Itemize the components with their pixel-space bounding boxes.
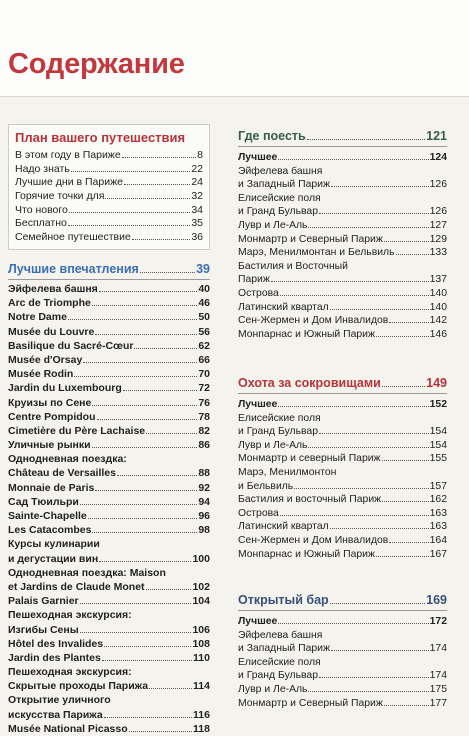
shopping-item[interactable] [238,466,447,480]
highlight-item[interactable] [8,679,210,693]
highlight-item-page: 102 [192,580,210,593]
eat-item-label: Латинский квартал [238,301,329,313]
shopping-item-page: 154 [429,439,447,451]
eat-item[interactable] [238,178,447,192]
bar-item[interactable] [238,656,447,670]
eat-item-page: 127 [429,219,447,231]
eat-item[interactable] [238,205,447,219]
highlight-item-page: 40 [198,283,210,295]
highlight-item-label: Hôtel des Invalides [8,637,104,650]
highlight-item-page: 100 [192,552,210,565]
leader-dots [71,171,191,172]
highlight-item-page: 106 [192,623,210,636]
highlight-item-label: et Jardins de Claude Monet [8,580,145,593]
leader-dots [80,603,192,604]
shopping-item[interactable] [238,398,447,412]
leader-dots [382,501,429,502]
shopping-item-page: 154 [429,426,447,438]
plan-item-label: Семейное путешествие [15,231,131,244]
highlight-item-page: 86 [198,439,210,452]
highlight-item-label: Château de Versailles [8,467,116,480]
eat-item-label: Острова [238,287,279,299]
leader-dots [307,139,425,140]
highlight-item-label: Круизы по Сене [8,396,92,409]
plan-item[interactable] [15,204,203,218]
plan-title: План вашего путешествия [15,130,186,145]
leader-dots [330,309,429,310]
shopping-item-page: 163 [429,521,447,533]
shopping-item[interactable] [238,520,447,534]
plan-item[interactable] [15,176,203,190]
shopping-item[interactable] [238,452,447,466]
eat-item-label: Сен-Жермен и Дом Инвалидов [238,315,389,327]
shopping-item-page: 157 [429,480,447,492]
leader-dots [97,419,198,420]
highlight-item-page: 96 [198,510,210,522]
leader-dots [389,542,428,543]
highlight-item[interactable] [8,353,210,367]
eat-item[interactable] [238,246,447,260]
eat-item-page: 140 [429,301,447,313]
eat-item[interactable] [238,151,447,165]
highlight-item-page: 98 [198,524,210,537]
highlight-item-label: Однодневная поездка: Maison [8,566,166,579]
shopping-list [238,398,447,561]
highlight-item[interactable] [8,566,210,580]
highlight-item-label: Jardin du Luxembourg [8,382,122,395]
bar-page: 169 [426,593,447,607]
leader-dots [319,213,429,214]
shopping-item-label: Лувр и Ле-Аль [238,439,308,451]
plan-box [8,124,210,250]
leader-dots [83,362,197,363]
leader-dots [331,650,429,651]
highlight-item[interactable] [8,708,210,722]
eat-item[interactable] [238,233,447,247]
leader-dots [389,322,428,323]
highlight-item-label: Cimetière du Père Lachaise [8,424,146,437]
page-title: Содержание [8,48,185,80]
shopping-item-page: 164 [429,534,447,546]
highlight-item[interactable] [8,552,210,566]
eat-item-page: 126 [429,206,447,218]
shopping-title: Охота за сокровищами [238,376,381,390]
leader-dots [140,272,195,273]
eat-item[interactable] [238,219,447,233]
shopping-item[interactable] [238,412,447,426]
highlight-item-label: Musée Rodin [8,368,74,381]
leader-dots [376,556,429,557]
leader-dots [278,623,428,624]
eat-item[interactable] [238,301,447,315]
leader-dots [99,561,191,562]
shopping-item-page: 167 [429,548,447,560]
shopping-page: 149 [426,376,447,390]
highlight-item[interactable] [8,310,210,324]
highlight-item-page: 110 [193,651,210,664]
highlight-item[interactable] [8,693,210,707]
highlight-item-label: Sainte-Chapelle [8,510,87,522]
highlight-item-page: 46 [198,297,210,310]
leader-dots [384,705,429,706]
shopping-item-label: и Бельвиль [238,480,294,492]
shopping-section [238,375,447,561]
eat-item-page: 124 [429,152,447,163]
highlight-item-page: 88 [198,467,210,480]
eat-item-label: Бастилия и Восточный [238,260,348,272]
eat-item-page: 142 [429,315,447,327]
eat-item[interactable] [238,260,447,274]
highlight-item-label: Notre Dame [8,311,67,324]
leader-dots [68,319,197,320]
eat-item[interactable] [238,328,447,342]
highlight-item[interactable] [8,594,210,608]
highlights-title: Лучшие впечатления [8,262,139,276]
plan-item-label: Горячие точки для [15,190,105,203]
eat-title: Где поесть [238,129,306,143]
leader-dots [68,225,190,226]
highlight-item-label: Уличные рынки [8,439,91,452]
highlight-item[interactable] [8,410,210,424]
highlight-item[interactable] [8,325,210,339]
leader-dots [146,433,197,434]
eat-item-label: Париж [238,274,270,286]
bar-item-page: 175 [429,683,447,695]
shopping-item[interactable] [238,507,447,521]
eat-item[interactable] [238,287,447,301]
leader-dots [278,159,428,160]
plan-item-label: Лучшие дни в Париже [15,176,123,189]
highlight-item[interactable] [8,651,210,665]
plan-item-label: Бесплатно [15,217,67,230]
shopping-item-label: Монпарнас и Южный Париж [238,548,375,560]
highlight-item[interactable] [8,438,210,452]
highlight-item-page: 92 [198,481,210,494]
highlight-item-label: Basilique du Sacré-Cœur [8,339,134,352]
bar-item-page: 174 [429,670,447,682]
highlight-item-label: и дегустации вин [8,552,99,565]
highlight-item-label: Jardin des Plantes [8,651,101,664]
leader-dots [92,305,197,306]
bar-list [238,615,447,710]
highlight-item-label: Arc de Triomphe [8,297,91,310]
eat-section [238,128,447,341]
highlights-page: 39 [196,262,210,276]
plan-item-page: 35 [191,217,203,230]
leader-dots [124,184,190,185]
highlight-item[interactable] [8,509,210,523]
highlight-item-label: Пешеходная экскурсия: [8,666,132,679]
leader-dots [92,447,198,448]
eat-item-label: Лучшее [238,152,278,163]
highlight-item-label: Palais Garnier [8,595,79,608]
highlight-item[interactable] [8,495,210,509]
leader-dots [105,198,190,199]
shopping-item[interactable] [238,493,447,507]
eat-item-page: 133 [429,247,447,259]
highlight-item[interactable] [8,381,210,395]
leader-dots [99,291,198,292]
highlight-item[interactable] [8,608,210,622]
left-column [8,124,210,736]
highlight-item-page: 76 [198,396,210,409]
highlight-item[interactable] [8,466,210,480]
plan-item-page: 8 [197,149,203,161]
bar-item-page: 177 [429,697,447,709]
leader-dots [80,632,192,633]
shopping-item-label: Лучшее [238,399,278,410]
shopping-item-page: 163 [429,507,447,519]
leader-dots [74,376,197,377]
highlights-heading[interactable] [8,261,210,280]
eat-item-label: Монпарнас и Южный Париж [238,328,375,340]
highlights-list [8,282,210,736]
highlight-item-label: Сад Тюильри [8,495,79,508]
plan-item-page: 22 [191,162,203,175]
shopping-item-label: Латинский квартал [238,521,329,533]
highlight-item-page: 62 [198,339,210,352]
leader-dots [122,157,196,158]
shopping-item-label: Елисейские поля [238,412,321,424]
bar-item-page: 174 [429,643,447,655]
leader-dots [134,348,197,349]
highlight-item-label: Эйфелева башня [8,283,98,295]
shopping-item-label: Марэ, Менилмонтон [238,466,337,478]
leader-dots [308,227,428,228]
highlight-item-page: 78 [198,410,210,423]
shopping-item-label: Острова [238,507,279,519]
leader-dots [271,281,429,282]
leader-dots [382,386,425,387]
highlight-item-page: 94 [198,495,210,508]
highlight-item-page: 108 [192,637,210,650]
shopping-item-label: и Гранд Бульвар [238,426,318,438]
leader-dots [104,646,191,647]
highlight-item-page: 50 [198,311,210,324]
shopping-item-page: 155 [429,453,447,465]
highlight-item[interactable] [8,580,210,594]
bar-item-page: 172 [429,616,447,627]
shopping-item[interactable] [238,439,447,453]
leader-dots [278,406,428,407]
bar-item-label: Лувр и Ле-Аль [238,683,308,695]
leader-dots [319,677,429,678]
bar-item[interactable] [238,615,447,629]
leader-dots [376,336,429,337]
leader-dots [330,603,425,604]
eat-item-label: Елисейские поля [238,192,321,204]
plan-item-label: Что нового [15,203,68,216]
highlight-item[interactable] [8,637,210,651]
highlight-item-label: Скрытые проходы Парижа [8,680,149,693]
bar-item-label: и Гранд Бульвар [238,670,318,682]
leader-dots [280,515,429,516]
leader-dots [146,589,192,590]
highlight-item-label: Пешеходная экскурсия: [8,609,132,622]
plan-item[interactable] [15,163,203,177]
eat-item-page: 146 [429,328,447,340]
highlight-item-label: Однодневная поездка: [8,453,127,466]
eat-item[interactable] [238,314,447,328]
eat-item-page: 126 [429,179,447,191]
bar-item-label: Лучшее [238,616,278,627]
bar-item-label: и Западный Париж [238,643,330,655]
highlight-item-label: Курсы кулинарии [8,538,100,551]
highlight-item-label: Centre Pompidou [8,410,96,423]
leader-dots [95,490,197,491]
eat-item[interactable] [238,165,447,179]
leader-dots [104,717,192,718]
eat-item-label: Лувр и Ле-Аль [238,219,308,231]
leader-dots [123,390,198,391]
highlight-item-label: Musée National Picasso [8,722,128,735]
highlight-item[interactable] [8,722,210,736]
highlight-item[interactable] [8,537,210,551]
eat-item-label: Монмартр и Северный Париж [238,233,383,245]
highlight-item-label: искусства Парижа [8,708,103,721]
leader-dots [95,334,197,335]
highlight-item-page: 116 [193,708,210,721]
highlight-item[interactable] [8,623,210,637]
eat-item-label: Марэ, Менилмонтан и Бельвиль [238,247,395,259]
leader-dots [129,731,192,732]
eat-item-page: 129 [429,233,447,245]
highlight-item[interactable] [8,396,210,410]
leader-dots [308,447,428,448]
eat-item-label: и Гранд Бульвар [238,206,318,218]
leader-dots [69,212,190,213]
eat-heading[interactable] [238,128,447,147]
bar-item-label: Монмартр и Северный Париж [238,697,383,709]
highlight-item[interactable] [8,481,210,495]
plan-list [15,149,203,245]
plan-item[interactable] [15,217,203,231]
leader-dots [92,405,197,406]
shopping-item[interactable] [238,480,447,494]
bar-item[interactable] [238,697,447,711]
highlight-item-page: 104 [192,595,210,608]
bar-item[interactable] [238,669,447,683]
eat-item-page: 137 [429,274,447,286]
plan-item-page: 36 [191,231,203,244]
highlight-item-page: 82 [198,424,210,437]
leader-dots [80,504,197,505]
highlight-item-page: 66 [198,353,210,366]
highlight-item-label: Открытие уличного [8,694,111,707]
shopping-item-page: 162 [429,494,447,506]
highlight-item-label: Les Catacombes [8,524,92,537]
leader-dots [382,460,429,461]
bar-item[interactable] [238,642,447,656]
highlight-item-label: Monnaie de Paris [8,481,95,494]
eat-item-label: и Западный Париж [238,179,330,191]
plan-item-label: В этом году в Париже [15,149,121,161]
plan-item-page: 34 [191,203,203,216]
leader-dots [396,254,429,255]
eat-page: 121 [426,129,447,143]
plan-item[interactable] [15,231,203,245]
shopping-item-label: Монмартр и северный Париж [238,453,381,465]
highlight-item[interactable] [8,665,210,679]
bar-heading[interactable] [238,592,447,611]
highlight-item-label: Musée du Louvre [8,325,95,338]
eat-list [238,151,447,341]
bar-item-label: Эйфелева башня [238,629,323,641]
bar-item-label: Елисейские поля [238,656,321,668]
shopping-item[interactable] [238,534,447,548]
shopping-item[interactable] [238,548,447,562]
shopping-item-label: Бастилия и восточный Париж [238,494,382,506]
leader-dots [330,528,429,529]
leader-dots [331,186,429,187]
leader-dots [319,433,429,434]
eat-item-label: Эйфелева башня [238,165,323,177]
leader-dots [92,532,197,533]
highlight-item[interactable] [8,424,210,438]
plan-item-label: Надо знать [15,162,70,175]
shopping-item-label: Сен-Жермен и Дом Инвалидов [238,534,389,546]
leader-dots [149,688,192,689]
plan-item-page: 24 [191,176,203,189]
shopping-item-page: 152 [429,399,447,410]
leader-dots [308,691,428,692]
highlight-item-label: Musée d'Orsay [8,353,83,366]
highlight-item-page: 56 [198,325,210,338]
highlight-item[interactable] [8,367,210,381]
eat-item[interactable] [238,192,447,206]
highlight-item-page: 118 [193,722,210,735]
highlight-item-page: 114 [193,680,210,693]
bar-section [238,592,447,710]
highlight-item[interactable] [8,339,210,353]
shopping-heading[interactable] [238,375,447,394]
bar-item[interactable] [238,629,447,643]
leader-dots [102,660,192,661]
highlight-item-label: Изгибы Сены [8,623,79,636]
leader-dots [280,295,429,296]
eat-item-page: 140 [429,287,447,299]
leader-dots [132,239,190,240]
bar-item[interactable] [238,683,447,697]
leader-dots [88,518,198,519]
plan-item[interactable] [15,149,203,163]
bar-title: Открытый бар [238,593,329,607]
highlight-item[interactable] [8,452,210,466]
leader-dots [294,488,428,489]
plan-item-page: 32 [191,190,203,203]
highlight-item-page: 70 [198,368,210,381]
highlight-item-page: 72 [198,382,210,395]
highlight-item[interactable] [8,296,210,310]
leader-dots [384,241,429,242]
plan-item[interactable] [15,190,203,204]
leader-dots [117,475,197,476]
highlight-item[interactable] [8,523,210,537]
shopping-item[interactable] [238,425,447,439]
highlight-item[interactable] [8,282,210,296]
eat-item[interactable] [238,273,447,287]
